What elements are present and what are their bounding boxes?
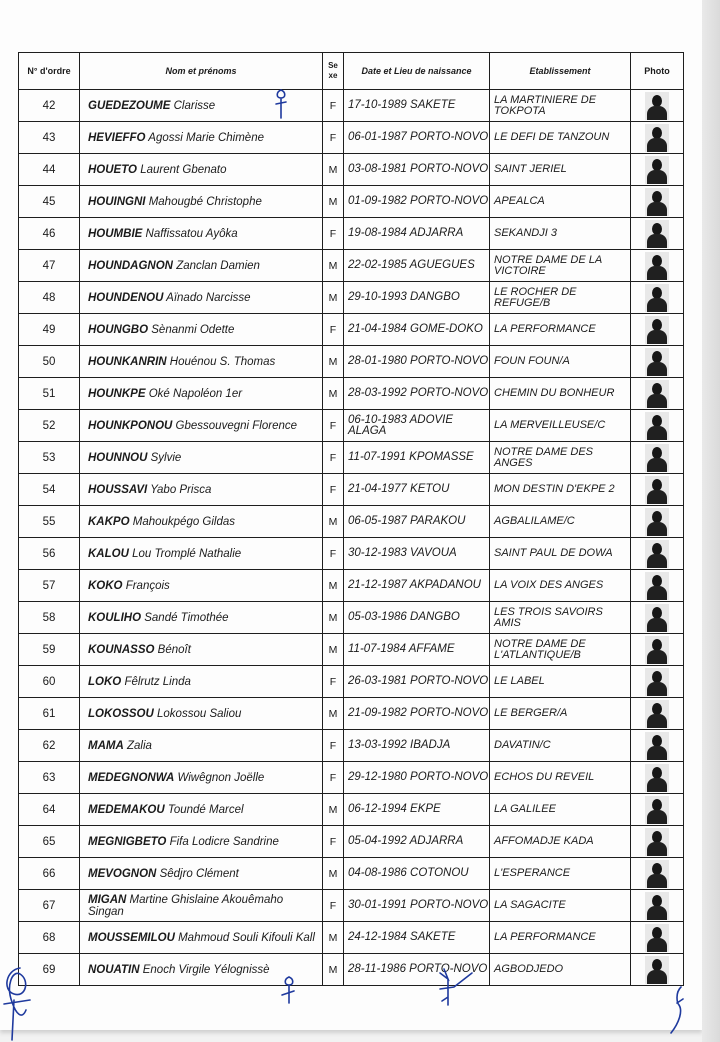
- last-name: KALOU: [88, 547, 129, 560]
- table-row: [19, 346, 684, 378]
- first-names: Aïnado Narcisse: [166, 291, 251, 304]
- table-row: [19, 90, 684, 122]
- school-cell: AFFOMADJE KADA: [490, 826, 631, 858]
- first-names: Toundé Marcel: [167, 803, 244, 816]
- birth-date-place-cell: 13-03-1992 IBADJA: [344, 730, 490, 762]
- birth-date-place-cell: 30-12-1983 VAVOUA: [344, 538, 490, 570]
- birth-date-place-cell: 29-12-1980 PORTO-NOVO: [344, 762, 490, 794]
- photo-cell: [631, 442, 684, 474]
- first-names: Naffissatou Ayôka: [145, 227, 238, 240]
- sex-cell: F: [323, 730, 344, 762]
- last-name: MEDEMAKOU: [88, 803, 165, 816]
- order-number-cell: 67: [19, 890, 80, 922]
- table-row: [19, 922, 684, 954]
- table-row: [19, 442, 684, 474]
- column-header-photo: Photo: [631, 53, 684, 90]
- last-name: HOUNNOU: [88, 451, 148, 464]
- birth-date-place-cell: 03-08-1981 PORTO-NOVO: [344, 154, 490, 186]
- school-cell: FOUN FOUN/A: [490, 346, 631, 378]
- order-number-cell: 65: [19, 826, 80, 858]
- photo-cell: [631, 666, 684, 698]
- photo-cell: [631, 282, 684, 314]
- last-name: HOUMBIE: [88, 227, 143, 240]
- order-number-cell: 57: [19, 570, 80, 602]
- birth-date-place-cell: 26-03-1981 PORTO-NOVO: [344, 666, 490, 698]
- name-cell: [80, 954, 323, 986]
- order-number-cell: 62: [19, 730, 80, 762]
- school-cell: LE ROCHER DE REFUGE/B: [490, 282, 631, 314]
- sex-cell: M: [323, 954, 344, 986]
- photo-icon: [645, 636, 669, 664]
- table-row: [19, 762, 684, 794]
- school-cell: LA VOIX DES ANGES: [490, 570, 631, 602]
- name-cell: [80, 794, 323, 826]
- last-name: HOUNGBO: [88, 323, 149, 336]
- school-cell: L'ESPERANCE: [490, 858, 631, 890]
- order-number-cell: 45: [19, 186, 80, 218]
- first-names: Gbessouvegni Florence: [175, 419, 298, 432]
- first-names: Sandé Timothée: [144, 611, 229, 624]
- sex-cell: F: [323, 122, 344, 154]
- order-number-cell: 58: [19, 602, 80, 634]
- table-row: [19, 538, 684, 570]
- name-cell: [80, 378, 323, 410]
- order-number-cell: 48: [19, 282, 80, 314]
- photo-icon: [645, 380, 669, 408]
- first-names: Fêlrutz Linda: [124, 675, 191, 688]
- last-name: GUEDEZOUME: [88, 99, 171, 112]
- school-cell: NOTRE DAME DE LA VICTOIRE: [490, 250, 631, 282]
- column-header-birth: Date et Lieu de naissance: [344, 53, 490, 90]
- last-name: HOUNDAGNON: [88, 259, 173, 272]
- photo-icon: [645, 348, 669, 376]
- school-cell: LA SAGACITE: [490, 890, 631, 922]
- school-cell: SAINT PAUL DE DOWA: [490, 538, 631, 570]
- last-name: MEVOGNON: [88, 867, 157, 880]
- school-cell: CHEMIN DU BONHEUR: [490, 378, 631, 410]
- photo-cell: [631, 218, 684, 250]
- photo-cell: [631, 570, 684, 602]
- birth-date-place-cell: 28-03-1992 PORTO-NOVO: [344, 378, 490, 410]
- first-names: Laurent Gbenato: [140, 163, 227, 176]
- order-number-cell: 43: [19, 122, 80, 154]
- name-cell: [80, 538, 323, 570]
- name-cell: [80, 506, 323, 538]
- photo-cell: [631, 410, 684, 442]
- birth-date-place-cell: 05-04-1992 ADJARRA: [344, 826, 490, 858]
- school-cell: SEKANDJI 3: [490, 218, 631, 250]
- name-cell: [80, 922, 323, 954]
- school-cell: LA MARTINIERE DE TOKPOTA: [490, 90, 631, 122]
- photo-icon: [645, 284, 669, 312]
- first-names: Wiwêgnon Joëlle: [177, 771, 265, 784]
- last-name: NOUATIN: [88, 963, 140, 976]
- sex-cell: M: [323, 250, 344, 282]
- last-name: HOUNDENOU: [88, 291, 164, 304]
- table-row: [19, 890, 684, 922]
- table-row: [19, 250, 684, 282]
- sex-cell: M: [323, 794, 344, 826]
- school-cell: LES TROIS SAVOIRS AMIS: [490, 602, 631, 634]
- column-header-sex: Se xe: [323, 53, 344, 90]
- first-names: Houénou S. Thomas: [169, 355, 276, 368]
- last-name: HEVIEFFO: [88, 131, 146, 144]
- sex-cell: M: [323, 634, 344, 666]
- name-cell: [80, 90, 323, 122]
- sex-cell: M: [323, 154, 344, 186]
- photo-cell: [631, 730, 684, 762]
- table-body: [19, 90, 684, 986]
- sex-cell: F: [323, 826, 344, 858]
- last-name: HOUNKPE: [88, 387, 146, 400]
- photo-cell: [631, 538, 684, 570]
- birth-date-place-cell: 11-07-1991 KPOMASSE: [344, 442, 490, 474]
- name-cell: [80, 698, 323, 730]
- last-name: LOKOSSOU: [88, 707, 154, 720]
- order-number-cell: 55: [19, 506, 80, 538]
- first-names: Lou Tromplé Nathalie: [132, 547, 242, 560]
- order-number-cell: 46: [19, 218, 80, 250]
- school-cell: LA MERVEILLEUSE/C: [490, 410, 631, 442]
- photo-cell: [631, 90, 684, 122]
- table-row: [19, 794, 684, 826]
- order-number-cell: 68: [19, 922, 80, 954]
- first-names: Yabo Prisca: [150, 483, 212, 496]
- table-row: [19, 122, 684, 154]
- photo-icon: [645, 316, 669, 344]
- birth-date-place-cell: 11-07-1984 AFFAME: [344, 634, 490, 666]
- photo-icon: [645, 604, 669, 632]
- photo-cell: [631, 346, 684, 378]
- photo-cell: [631, 602, 684, 634]
- photo-icon: [645, 508, 669, 536]
- photo-cell: [631, 698, 684, 730]
- photo-icon: [645, 860, 669, 888]
- last-name: KOULIHO: [88, 611, 142, 624]
- table-row: [19, 602, 684, 634]
- photo-icon: [645, 540, 669, 568]
- school-cell: LE DEFI DE TANZOUN: [490, 122, 631, 154]
- photo-icon: [645, 476, 669, 504]
- last-name: KOKO: [88, 579, 123, 592]
- name-cell: [80, 666, 323, 698]
- last-name: KOUNASSO: [88, 643, 155, 656]
- name-cell: [80, 282, 323, 314]
- photo-cell: [631, 474, 684, 506]
- photo-icon: [645, 956, 669, 984]
- last-name: LOKO: [88, 675, 122, 688]
- sex-cell: F: [323, 442, 344, 474]
- last-name: HOUETO: [88, 163, 137, 176]
- photo-icon: [645, 764, 669, 792]
- photo-icon: [645, 156, 669, 184]
- name-cell: [80, 218, 323, 250]
- sex-cell: F: [323, 218, 344, 250]
- photo-cell: [631, 826, 684, 858]
- table-row: [19, 506, 684, 538]
- name-cell: [80, 442, 323, 474]
- first-names: Enoch Virgile Yélognissè: [142, 963, 270, 976]
- name-cell: [80, 602, 323, 634]
- photo-icon: [645, 732, 669, 760]
- table-row: [19, 858, 684, 890]
- candidate-roster-table: [18, 52, 684, 986]
- last-name: MOUSSEMILOU: [88, 931, 175, 944]
- first-names: Mahmoud Souli Kifouli Kall: [178, 931, 315, 944]
- table-row: [19, 954, 684, 986]
- first-names: Zalia: [126, 739, 152, 752]
- school-cell: LA PERFORMANCE: [490, 314, 631, 346]
- sex-cell: M: [323, 570, 344, 602]
- sex-cell: M: [323, 698, 344, 730]
- photo-icon: [645, 700, 669, 728]
- photo-icon: [645, 572, 669, 600]
- photo-cell: [631, 762, 684, 794]
- table-row: [19, 826, 684, 858]
- first-names: Martine Ghislaine Akouêmaho Singan: [88, 893, 284, 918]
- birth-date-place-cell: 17-10-1989 SAKETE: [344, 90, 490, 122]
- order-number-cell: 60: [19, 666, 80, 698]
- sex-cell: M: [323, 506, 344, 538]
- first-names: Oké Napoléon 1er: [148, 387, 243, 400]
- last-name: MEGNIGBETO: [88, 835, 167, 848]
- birth-date-place-cell: 30-01-1991 PORTO-NOVO: [344, 890, 490, 922]
- photo-icon: [645, 220, 669, 248]
- sex-cell: F: [323, 474, 344, 506]
- photo-icon: [645, 412, 669, 440]
- order-number-cell: 52: [19, 410, 80, 442]
- birth-date-place-cell: 06-10-1983 ADOVIE ALAGA: [344, 410, 490, 442]
- school-cell: NOTRE DAME DE L'ATLANTIQUE/B: [490, 634, 631, 666]
- last-name: HOUNKANRIN: [88, 355, 167, 368]
- sex-cell: F: [323, 314, 344, 346]
- school-cell: APEALCA: [490, 186, 631, 218]
- order-number-cell: 63: [19, 762, 80, 794]
- order-number-cell: 44: [19, 154, 80, 186]
- name-cell: [80, 634, 323, 666]
- table-row: [19, 186, 684, 218]
- photo-cell: [631, 378, 684, 410]
- school-cell: LE LABEL: [490, 666, 631, 698]
- photo-icon: [645, 924, 669, 952]
- sex-cell: F: [323, 666, 344, 698]
- birth-date-place-cell: 21-04-1984 GOME-DOKO: [344, 314, 490, 346]
- first-names: Mahoukpégo Gildas: [132, 515, 236, 528]
- photo-cell: [631, 314, 684, 346]
- birth-date-place-cell: 01-09-1982 PORTO-NOVO: [344, 186, 490, 218]
- sex-cell: M: [323, 602, 344, 634]
- photo-icon: [645, 444, 669, 472]
- school-cell: AGBALILAME/C: [490, 506, 631, 538]
- name-cell: [80, 154, 323, 186]
- photo-cell: [631, 122, 684, 154]
- sex-cell: F: [323, 410, 344, 442]
- name-cell: [80, 890, 323, 922]
- school-cell: LA PERFORMANCE: [490, 922, 631, 954]
- table-row: [19, 474, 684, 506]
- sex-cell: F: [323, 538, 344, 570]
- first-names: François: [125, 579, 170, 592]
- photo-icon: [645, 252, 669, 280]
- birth-date-place-cell: 29-10-1993 DANGBO: [344, 282, 490, 314]
- school-cell: LE BERGER/A: [490, 698, 631, 730]
- first-names: Agossi Marie Chimène: [148, 131, 264, 144]
- table-row: [19, 634, 684, 666]
- photo-icon: [645, 828, 669, 856]
- photo-cell: [631, 154, 684, 186]
- name-cell: [80, 570, 323, 602]
- first-names: Lokossou Saliou: [157, 707, 242, 720]
- column-header-order-number: N° d'ordre: [19, 53, 80, 90]
- page-edge-shadow: [702, 0, 720, 1042]
- sex-cell: M: [323, 922, 344, 954]
- order-number-cell: 54: [19, 474, 80, 506]
- photo-cell: [631, 634, 684, 666]
- sex-cell: M: [323, 346, 344, 378]
- photo-cell: [631, 954, 684, 986]
- name-cell: [80, 186, 323, 218]
- sex-cell: M: [323, 378, 344, 410]
- first-names: Clarisse: [173, 99, 216, 112]
- signature-icon: [665, 985, 689, 1035]
- name-cell: [80, 858, 323, 890]
- table-row: [19, 730, 684, 762]
- last-name: HOUNKPONOU: [88, 419, 173, 432]
- order-number-cell: 49: [19, 314, 80, 346]
- photo-icon: [645, 796, 669, 824]
- name-cell: [80, 762, 323, 794]
- first-names: Zanclan Damien: [176, 259, 260, 272]
- photo-icon: [645, 92, 669, 120]
- first-names: Mahougbé Christophe: [148, 195, 262, 208]
- table-row: [19, 282, 684, 314]
- last-name: HOUSSAVI: [88, 483, 148, 496]
- name-cell: [80, 410, 323, 442]
- order-number-cell: 42: [19, 90, 80, 122]
- school-cell: LA GALILEE: [490, 794, 631, 826]
- last-name: KAKPO: [88, 515, 130, 528]
- sex-cell: F: [323, 762, 344, 794]
- school-cell: SAINT JERIEL: [490, 154, 631, 186]
- photo-cell: [631, 922, 684, 954]
- photo-icon: [645, 188, 669, 216]
- birth-date-place-cell: 22-02-1985 AGUEGUES: [344, 250, 490, 282]
- school-cell: ECHOS DU REVEIL: [490, 762, 631, 794]
- order-number-cell: 51: [19, 378, 80, 410]
- sex-cell: F: [323, 90, 344, 122]
- last-name: MEDEGNONWA: [88, 771, 175, 784]
- birth-date-place-cell: 04-08-1986 COTONOU: [344, 858, 490, 890]
- name-cell: [80, 346, 323, 378]
- sex-cell: F: [323, 890, 344, 922]
- birth-date-place-cell: 06-12-1994 EKPE: [344, 794, 490, 826]
- school-cell: AGBODJEDO: [490, 954, 631, 986]
- order-number-cell: 47: [19, 250, 80, 282]
- first-names: Sylvie: [150, 451, 182, 464]
- order-number-cell: 59: [19, 634, 80, 666]
- name-cell: [80, 474, 323, 506]
- birth-date-place-cell: 06-05-1987 PARAKOU: [344, 506, 490, 538]
- first-names: Fifa Lodicre Sandrine: [169, 835, 279, 848]
- order-number-cell: 53: [19, 442, 80, 474]
- photo-icon: [645, 892, 669, 920]
- table-row: [19, 570, 684, 602]
- table-row: [19, 218, 684, 250]
- birth-date-place-cell: 21-04-1977 KETOU: [344, 474, 490, 506]
- table-header-row: [19, 53, 684, 90]
- name-cell: [80, 122, 323, 154]
- school-cell: MON DESTIN D'EKPE 2: [490, 474, 631, 506]
- birth-date-place-cell: 28-11-1986 PORTO-NOVO: [344, 954, 490, 986]
- name-cell: [80, 314, 323, 346]
- birth-date-place-cell: 21-12-1987 AKPADANOU: [344, 570, 490, 602]
- photo-cell: [631, 858, 684, 890]
- photo-cell: [631, 890, 684, 922]
- birth-date-place-cell: 06-01-1987 PORTO-NOVO: [344, 122, 490, 154]
- name-cell: [80, 826, 323, 858]
- sex-cell: M: [323, 858, 344, 890]
- order-number-cell: 50: [19, 346, 80, 378]
- table-row: [19, 314, 684, 346]
- photo-icon: [645, 668, 669, 696]
- sex-cell: M: [323, 186, 344, 218]
- photo-cell: [631, 186, 684, 218]
- school-cell: DAVATIN/C: [490, 730, 631, 762]
- order-number-cell: 69: [19, 954, 80, 986]
- column-header-name: Nom et prénoms: [80, 53, 323, 90]
- table-row: [19, 410, 684, 442]
- last-name: HOUINGNI: [88, 195, 146, 208]
- order-number-cell: 56: [19, 538, 80, 570]
- photo-icon: [645, 124, 669, 152]
- name-cell: [80, 250, 323, 282]
- order-number-cell: 66: [19, 858, 80, 890]
- birth-date-place-cell: 21-09-1982 PORTO-NOVO: [344, 698, 490, 730]
- sex-cell: M: [323, 282, 344, 314]
- last-name: MAMA: [88, 739, 124, 752]
- birth-date-place-cell: 28-01-1980 PORTO-NOVO: [344, 346, 490, 378]
- table-row: [19, 154, 684, 186]
- last-name: MIGAN: [88, 893, 127, 906]
- birth-date-place-cell: 24-12-1984 SAKETE: [344, 922, 490, 954]
- order-number-cell: 61: [19, 698, 80, 730]
- table-row: [19, 698, 684, 730]
- order-number-cell: 64: [19, 794, 80, 826]
- photo-cell: [631, 506, 684, 538]
- photo-cell: [631, 250, 684, 282]
- first-names: Sènanmi Odette: [151, 323, 235, 336]
- table-row: [19, 378, 684, 410]
- first-names: Bénoît: [157, 643, 191, 656]
- photo-cell: [631, 794, 684, 826]
- first-names: Sêdjro Clément: [159, 867, 239, 880]
- school-cell: NOTRE DAME DES ANGES: [490, 442, 631, 474]
- birth-date-place-cell: 19-08-1984 ADJARRA: [344, 218, 490, 250]
- table-row: [19, 666, 684, 698]
- birth-date-place-cell: 05-03-1986 DANGBO: [344, 602, 490, 634]
- name-cell: [80, 730, 323, 762]
- column-header-school: Etablissement: [490, 53, 631, 90]
